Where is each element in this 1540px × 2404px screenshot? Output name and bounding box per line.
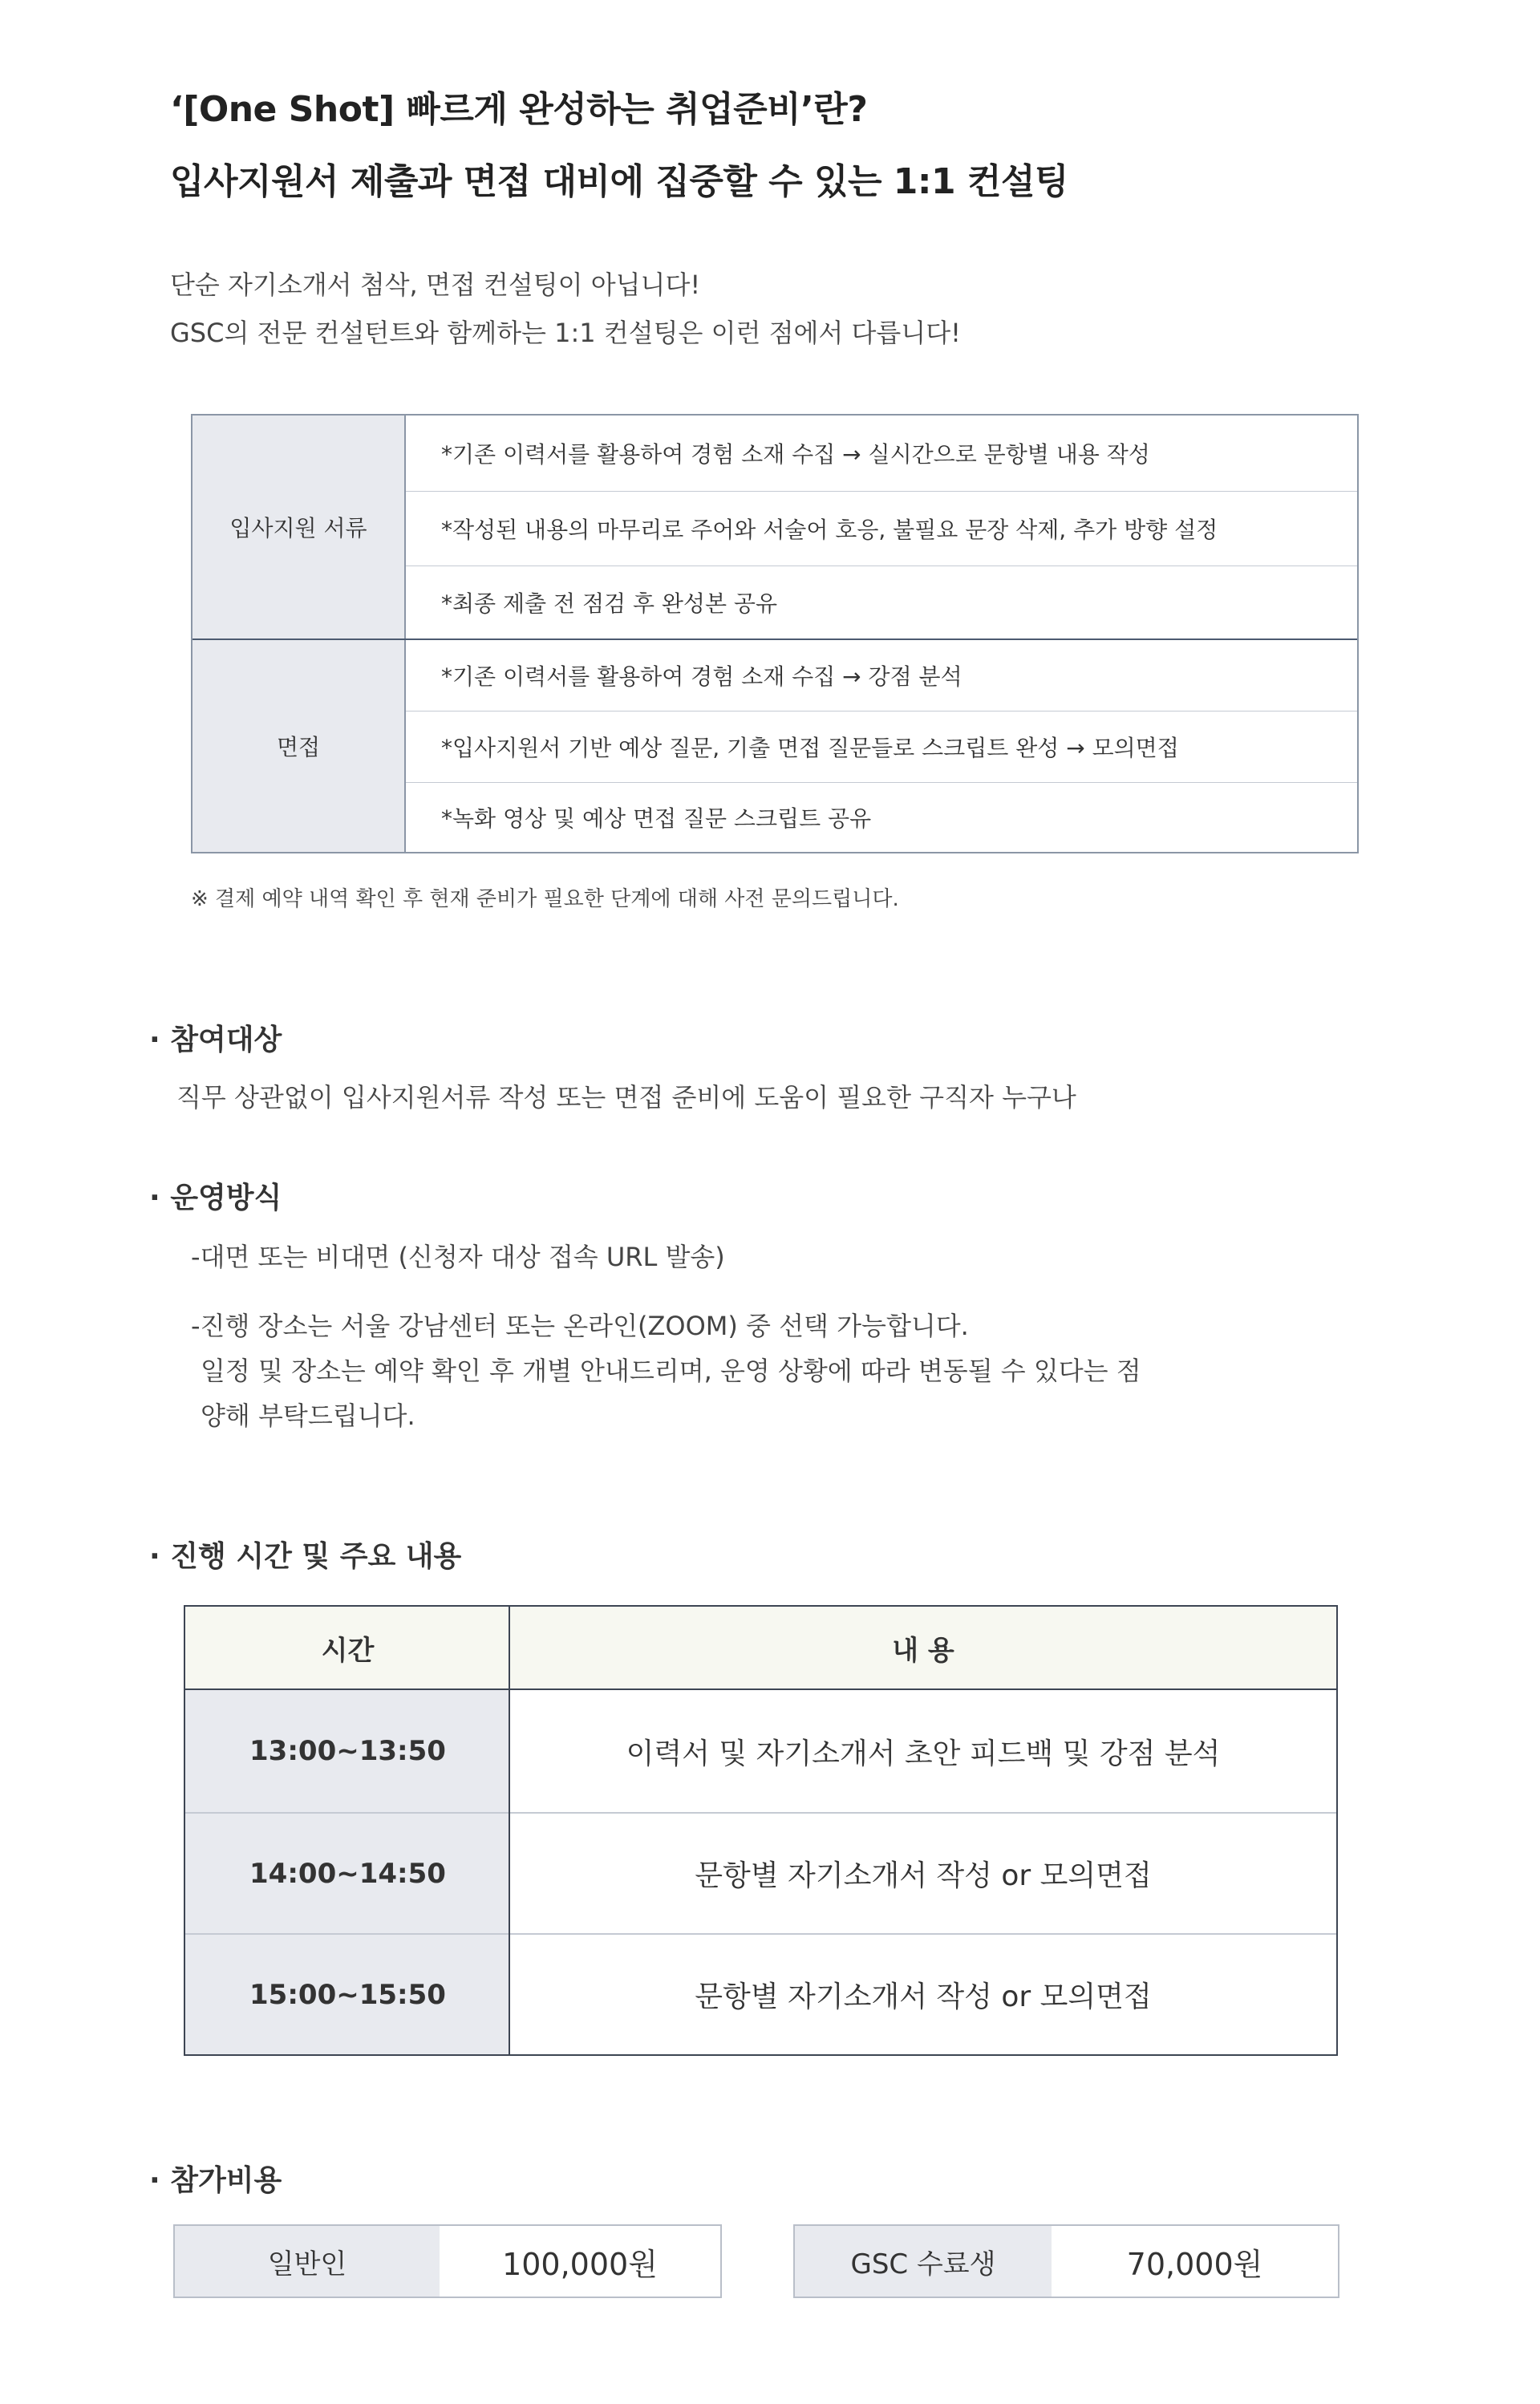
section-heading-schedule: · 진행 시간 및 주요 내용: [149, 1540, 462, 1573]
table-row: *기존 이력서를 활용하여 경험 소재 수집 → 실시간으로 문항별 내용 작성: [441, 441, 1150, 468]
time-cell: 13:00~13:50: [185, 1690, 510, 1812]
table-row: *녹화 영상 및 예상 면접 질문 스크립트 공유: [441, 805, 872, 832]
content-cell: 문항별 자기소개서 작성 or 모의면접: [695, 1980, 1152, 2013]
table-row: *입사지원서 기반 예상 질문, 기출 면접 질문들로 스크립트 완성 → 모의면접: [441, 735, 1179, 761]
operation-line-3: 일정 및 장소는 예약 확인 후 개별 안내드리며, 운영 상황에 따라 변동될 수 있다는 점: [201, 1356, 1141, 1386]
table-row: *최종 제출 전 점검 후 완성본 공유: [441, 590, 778, 617]
section-heading-operation: · 운영방식: [149, 1182, 282, 1214]
fee-label: GSC 수료생: [795, 2226, 1052, 2297]
category-interview: 면접: [192, 640, 406, 852]
content-cell: 이력서 및 자기소개서 초안 피드백 및 강점 분석: [626, 1737, 1221, 1770]
intro-line-1: 단순 자기소개서 첨삭, 면접 컨설팅이 아닙니다!: [170, 270, 701, 300]
column-header-content: 내 용: [510, 1607, 1336, 1690]
time-cell: 14:00~14:50: [185, 1814, 510, 1933]
intro-line-2: GSC의 전문 컨설턴트와 함께하는 1:1 컨설팅은 이런 점에서 다릅니다!: [170, 318, 961, 348]
time-cell: 15:00~15:50: [185, 1935, 510, 2054]
section-heading-target: · 참여대상: [149, 1024, 282, 1056]
service-table: [191, 414, 1359, 853]
fee-label: 일반인: [175, 2226, 440, 2297]
fee-box-general: [173, 2224, 722, 2298]
schedule-table: [184, 1605, 1338, 2056]
table-row: *작성된 내용의 마무리로 주어와 서술어 호응, 불필요 문장 삭제, 추가 방향 설정: [441, 517, 1218, 543]
column-header-time: 시간: [185, 1607, 510, 1690]
operation-line-4: 양해 부탁드립니다.: [201, 1401, 415, 1431]
page-subtitle: 입사지원서 제출과 면접 대비에 집중할 수 있는 1:1 컨설팅: [170, 161, 1068, 202]
category-documents: 입사지원 서류: [192, 416, 406, 638]
operation-line-2: -진행 장소는 서울 강남센터 또는 온라인(ZOOM) 중 선택 가능합니다.: [191, 1311, 969, 1341]
table-row: *기존 이력서를 활용하여 경험 소재 수집 → 강점 분석: [441, 663, 962, 690]
operation-line-1: -대면 또는 비대면 (신청자 대상 접속 URL 발송): [191, 1242, 725, 1272]
fee-price: 70,000원: [1052, 2226, 1338, 2297]
section-heading-fee: · 참가비용: [149, 2164, 282, 2197]
fee-box-graduate: [793, 2224, 1339, 2298]
content-cell: 문항별 자기소개서 작성 or 모의면접: [695, 1859, 1152, 1892]
column-divider: [509, 1607, 510, 2054]
target-body: 직무 상관없이 입사지원서류 작성 또는 면접 준비에 도움이 필요한 구직자 누구나: [176, 1082, 1076, 1113]
fee-price: 100,000원: [440, 2226, 720, 2297]
page-title: ‘[One Shot] 빠르게 완성하는 취업준비’란?: [170, 89, 868, 130]
table-note: ※ 결제 예약 내역 확인 후 현재 준비가 필요한 단계에 대해 사전 문의드립니다.: [191, 887, 899, 911]
